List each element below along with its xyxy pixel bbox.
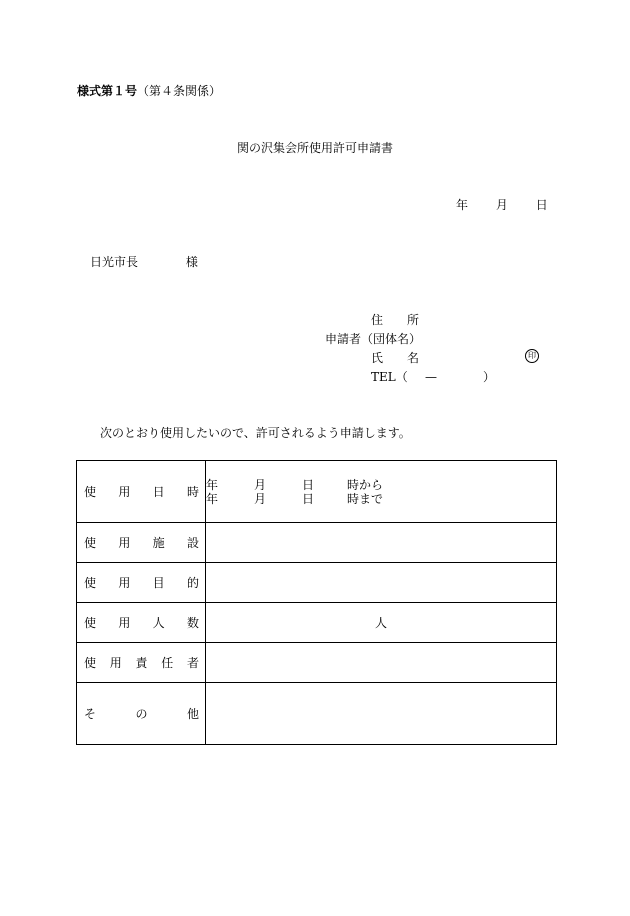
to-month: 月 xyxy=(254,491,267,506)
label-char: 的 xyxy=(186,576,199,590)
intro-text: 次のとおり使用したいので、許可されるよう申請します。 xyxy=(100,426,411,440)
label-usage-datetime xyxy=(77,461,206,523)
label-facility xyxy=(77,523,206,563)
label-char: 使 xyxy=(84,485,97,499)
label-char: 用 xyxy=(118,536,131,550)
label-char: 使 xyxy=(84,536,97,550)
document-title: 関の沢集会所使用許可申請書 xyxy=(236,141,393,155)
address-label: 住 所 xyxy=(371,313,420,327)
other-value[interactable] xyxy=(206,683,557,745)
label-char: 者 xyxy=(186,656,199,670)
label-char: 時 xyxy=(186,485,199,499)
label-headcount xyxy=(77,603,206,643)
label-char: 施 xyxy=(152,536,165,550)
to-day: 日 xyxy=(302,491,315,506)
label-char: 目 xyxy=(152,576,165,590)
row-other xyxy=(77,683,557,745)
purpose-value[interactable] xyxy=(206,563,557,603)
applicant-label: 申請者（団体名） xyxy=(325,332,422,346)
label-char: の xyxy=(135,707,148,721)
name-label: 氏 名 xyxy=(371,351,420,365)
row-headcount xyxy=(77,603,557,643)
from-month: 月 xyxy=(254,477,267,492)
label-char: 人 xyxy=(152,616,165,630)
date-day: 日 xyxy=(535,198,548,212)
row-facility xyxy=(77,523,557,563)
row-usage-datetime xyxy=(77,461,557,523)
addressee-honorific: 様 xyxy=(185,255,198,269)
label-char: 他 xyxy=(186,707,199,721)
applicant-block xyxy=(325,311,496,387)
label-char: 責 xyxy=(135,656,148,670)
datetime-to-line xyxy=(206,492,556,506)
date-year: 年 xyxy=(456,198,469,212)
tel-label: TEL（ xyxy=(371,370,408,384)
usage-datetime-value[interactable] xyxy=(206,461,557,523)
label-char: 用 xyxy=(109,656,122,670)
label-responsible xyxy=(77,643,206,683)
from-year: 年 xyxy=(206,477,219,492)
addressee-name: 日光市長 xyxy=(90,255,139,269)
datetime-from-line xyxy=(206,478,556,492)
tel-dash: — xyxy=(425,370,437,384)
seal-mark: 印 xyxy=(525,349,539,363)
headcount-value[interactable] xyxy=(206,603,557,643)
label-other xyxy=(77,683,206,745)
row-purpose xyxy=(77,563,557,603)
label-char: そ xyxy=(84,707,97,721)
label-char: 設 xyxy=(186,536,199,550)
label-char: 用 xyxy=(118,485,131,499)
facility-value[interactable] xyxy=(206,523,557,563)
label-char: 日 xyxy=(152,485,165,499)
row-responsible xyxy=(77,643,557,683)
form-number: 様式第１号 xyxy=(77,84,138,98)
from-time: 時から xyxy=(347,477,384,492)
label-char: 使 xyxy=(84,656,97,670)
responsible-value[interactable] xyxy=(206,643,557,683)
to-year: 年 xyxy=(206,491,219,506)
from-day: 日 xyxy=(302,477,315,492)
headcount-unit: 人 xyxy=(374,616,387,630)
application-table xyxy=(76,460,557,745)
date-month: 月 xyxy=(495,198,508,212)
label-char: 用 xyxy=(118,616,131,630)
label-char: 使 xyxy=(84,576,97,590)
form-header xyxy=(77,84,221,98)
label-char: 用 xyxy=(118,576,131,590)
date-line xyxy=(456,198,548,212)
label-char: 使 xyxy=(84,616,97,630)
label-char: 任 xyxy=(161,656,174,670)
addressee xyxy=(90,255,198,269)
label-purpose xyxy=(77,563,206,603)
to-time: 時まで xyxy=(347,491,384,506)
tel-close: ） xyxy=(483,370,496,384)
form-relation: （第４条関係） xyxy=(137,84,222,98)
label-char: 数 xyxy=(186,616,199,630)
